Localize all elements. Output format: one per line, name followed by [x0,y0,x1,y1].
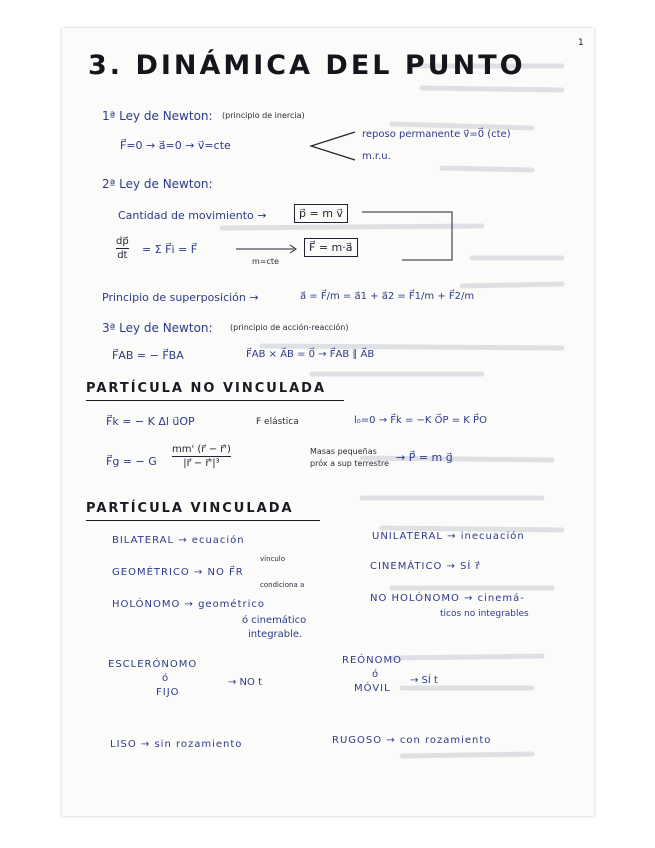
newton3-heading: 3ª Ley de Newton: [102,321,213,335]
superposition-label: Principio de superposición → [102,291,259,304]
long-arrow [234,242,300,256]
gravity-lhs: F⃗g = − G [106,455,157,468]
gravity-denominator: |r⃗ − r⃗'|³ [183,458,220,469]
superposition-formula: a⃗ = F⃗/m = a⃗1 + a⃗2 = F⃗1/m + F⃗2/m [300,291,475,302]
mass-constant-note: m=cte [252,257,279,266]
reonomo-movil: MÓVIL [354,683,391,694]
bracket-line [362,206,462,266]
newton3-formula-left: F⃗AB = − F⃗BA [112,349,184,362]
elastic-label: F elástica [256,417,299,427]
free-particle-heading: PARTÍCULA NO VINCULADA [86,381,327,396]
escleronomo: ESCLERÓNOMO [108,659,198,670]
gravity-numerator: mm' (r⃗ − r⃗') [172,444,231,455]
geometrico: GEOMÉTRICO → NO F⃗R [112,567,244,578]
page-number: 1 [578,38,584,48]
no-holonomo-line2: ticos no integrables [440,609,529,619]
gravity-note-1: Masas pequeñas [310,447,377,456]
notebook-page [62,28,594,816]
reonomo-o: ó [372,669,379,680]
free-heading-underline [86,400,344,401]
geometrico-note-2: condiciona a [260,581,305,589]
newton1-note: (principio de inercia) [222,111,305,120]
holonomo-line2: ó cinemático [242,615,307,626]
liso: LISO → sin rozamiento [110,739,243,750]
escleronomo-o: ó [162,673,169,684]
dp-denominator: dt [117,250,128,261]
newton1-heading: 1ª Ley de Newton: [102,109,213,123]
newton1-formula: F⃗=0 → a⃗=0 → v⃗=cte [120,139,231,152]
branch-mru: m.r.u. [362,151,391,162]
elastic-formula: F⃗k = − K Δl u⃗OP [106,415,195,428]
branch-brace [307,128,357,164]
branch-rest: reposo permanente v⃗=0⃗ (cte) [362,129,511,140]
bilateral: BILATERAL → ecuación [112,535,245,546]
cinematico: CINEMÁTICO → SÍ ṙ⃗ [370,561,481,572]
momentum-box: p⃗ = m v⃗ [294,204,348,223]
gravity-note-2: próx a sup terrestre [310,459,390,468]
reonomo: REÓNOMO [342,655,402,666]
rugoso: RUGOSO → con rozamiento [332,735,492,746]
page-title: 3. DINÁMICA DEL PUNTO [88,50,526,81]
escleronomo-fijo: FIJO [156,687,180,698]
escleronomo-arrow: → NO t [228,677,263,688]
geometrico-note-1: vínculo [260,555,286,563]
dp-dt-fraction [116,236,129,261]
force-sum: = Σ F⃗i = F⃗ [142,243,198,256]
unilateral: UNILATERAL → inecuación [372,531,525,542]
newton-second-law-box: F⃗ = m·a⃗ [304,238,358,257]
momentum-label: Cantidad de movimiento → [118,209,267,222]
newton3-formula-right: F⃗AB × A⃗B = 0⃗ → F⃗AB ∥ A⃗B [246,349,375,360]
newton2-heading: 2ª Ley de Newton: [102,177,213,191]
newton3-note: (principio de acción-reacción) [230,323,349,332]
no-holonomo: NO HOLÓNOMO → cinemá- [370,593,525,604]
bound-heading-underline [86,520,320,521]
elastic-right: l₀=0 → F⃗k = −K O⃗P = K P⃗O [354,415,487,426]
gravity-fraction [172,444,231,469]
bound-particle-heading: PARTÍCULA VINCULADA [86,501,294,516]
holonomo-line3: integrable. [248,629,303,640]
gravity-result: → P⃗ = m g⃗ [396,451,453,464]
dp-numerator: dp⃗ [116,236,129,247]
reonomo-arrow: → SÍ t [410,675,438,686]
holonomo: HOLÓNOMO → geométrico [112,599,266,610]
